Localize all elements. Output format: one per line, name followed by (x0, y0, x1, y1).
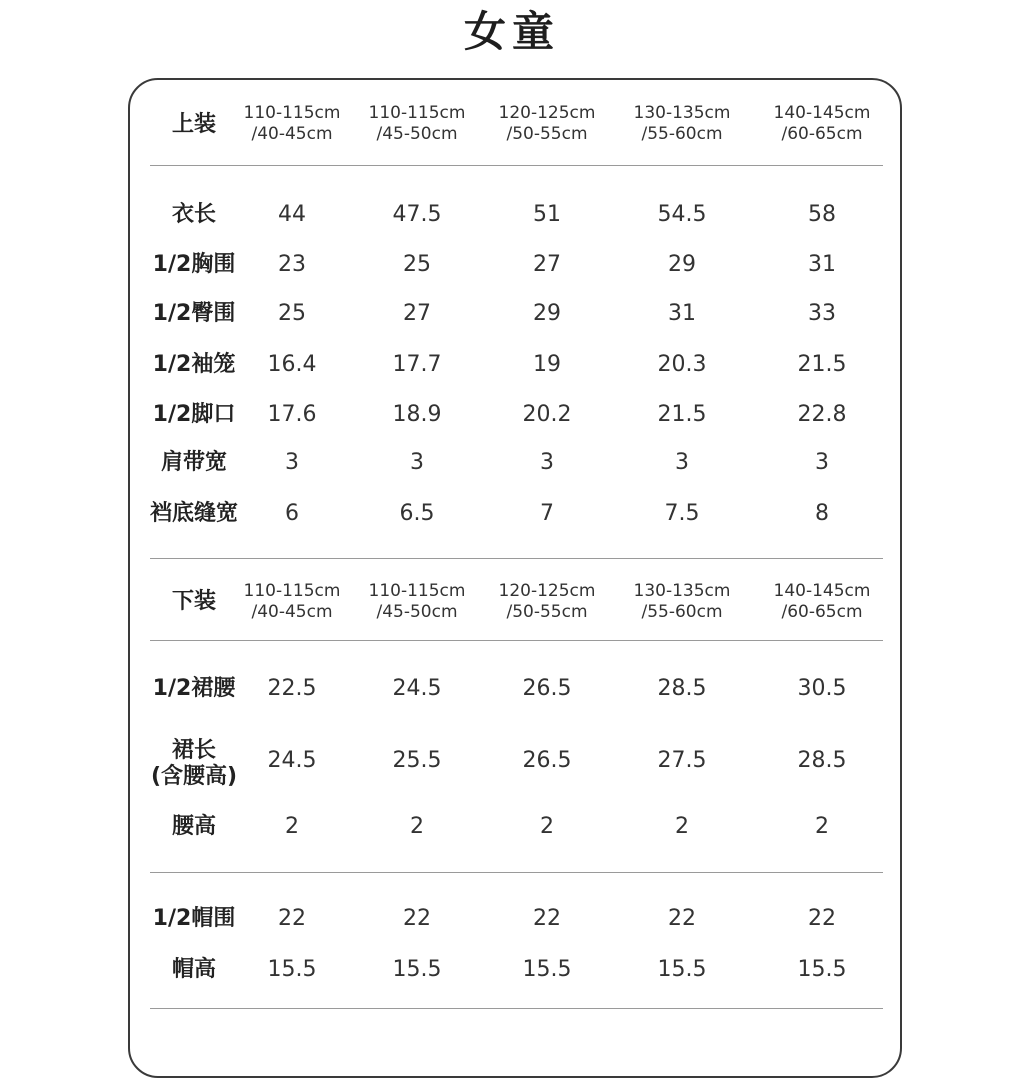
tops-value-cell: 29 (668, 252, 696, 277)
bottoms-value-cell: 2 (285, 814, 299, 839)
tops-value-cell: 20.3 (657, 352, 707, 377)
tops-value-cell: 29 (533, 301, 561, 326)
bottoms-value-cell: 27.5 (657, 748, 707, 773)
bottoms-value-cell: 24.5 (267, 748, 317, 773)
hat-value-cell: 22 (808, 906, 836, 931)
tops-section-label: 上装 (171, 112, 217, 137)
tops-value-cell: 7.5 (664, 501, 700, 526)
tops-value-cell: 33 (808, 301, 836, 326)
bottoms-size-header: 110-115cm /45-50cm (368, 581, 466, 622)
tops-value-cell: 18.9 (392, 402, 442, 427)
hat-bottom-divider (150, 1008, 883, 1009)
hat-value-cell: 15.5 (392, 957, 442, 982)
tops-value-cell: 25 (278, 301, 306, 326)
tops-value-cell: 21.5 (657, 402, 707, 427)
tops-row-label: 裆底缝宽 (149, 501, 239, 526)
tops-value-cell: 19 (533, 352, 561, 377)
tops-row-label: 1/2脚口 (152, 402, 236, 427)
bottoms-value-cell: 2 (815, 814, 829, 839)
tops-size-header: 110-115cm /45-50cm (368, 103, 466, 144)
tops-value-cell: 8 (815, 501, 829, 526)
bottoms-value-cell: 28.5 (797, 748, 847, 773)
tops-value-cell: 3 (410, 450, 424, 475)
tops-value-cell: 21.5 (797, 352, 847, 377)
tops-value-cell: 47.5 (392, 202, 442, 227)
bottoms-value-cell: 22.5 (267, 676, 317, 701)
bottoms-value-cell: 2 (540, 814, 554, 839)
tops-size-header: 140-145cm /60-65cm (773, 103, 871, 144)
hat-value-cell: 22 (668, 906, 696, 931)
tops-value-cell: 20.2 (522, 402, 572, 427)
tops-value-cell: 54.5 (657, 202, 707, 227)
tops-value-cell: 3 (540, 450, 554, 475)
hat-value-cell: 22 (403, 906, 431, 931)
page-title: 女童 (463, 7, 560, 56)
bottoms-value-cell: 30.5 (797, 676, 847, 701)
bottoms-value-cell: 24.5 (392, 676, 442, 701)
bottoms-value-cell: 25.5 (392, 748, 442, 773)
bottoms-value-cell: 26.5 (522, 676, 572, 701)
bottoms-section-label: 下装 (171, 589, 217, 614)
tops-value-cell: 7 (540, 501, 554, 526)
bottoms-size-header: 140-145cm /60-65cm (773, 581, 871, 622)
tops-value-cell: 27 (403, 301, 431, 326)
tops-value-cell: 6.5 (399, 501, 435, 526)
hat-row-label: 1/2帽围 (152, 906, 236, 931)
bottoms-row-label: 1/2裙腰 (152, 676, 236, 701)
tops-row-label: 1/2袖笼 (152, 352, 236, 377)
tops-value-cell: 51 (533, 202, 561, 227)
tops-value-cell: 25 (403, 252, 431, 277)
size-chart-card (128, 78, 902, 1078)
bottoms-size-header: 110-115cm /40-45cm (243, 581, 341, 622)
bottoms-row-label: 腰高 (171, 814, 217, 839)
tops-size-header: 110-115cm /40-45cm (243, 103, 341, 144)
tops-row-label: 衣长 (171, 202, 217, 227)
hat-value-cell: 15.5 (797, 957, 847, 982)
bottoms-bottom-divider (150, 872, 883, 873)
bottoms-value-cell: 2 (675, 814, 689, 839)
tops-value-cell: 31 (668, 301, 696, 326)
hat-value-cell: 22 (533, 906, 561, 931)
bottoms-value-cell: 28.5 (657, 676, 707, 701)
hat-value-cell: 22 (278, 906, 306, 931)
tops-size-header: 120-125cm /50-55cm (498, 103, 596, 144)
tops-size-header: 130-135cm /55-60cm (633, 103, 731, 144)
tops-value-cell: 17.7 (392, 352, 442, 377)
tops-header-divider (150, 165, 883, 166)
tops-value-cell: 3 (815, 450, 829, 475)
tops-value-cell: 6 (285, 501, 299, 526)
tops-row-label: 1/2胸围 (152, 252, 236, 277)
tops-value-cell: 22.8 (797, 402, 847, 427)
hat-value-cell: 15.5 (522, 957, 572, 982)
tops-value-cell: 44 (278, 202, 306, 227)
hat-row-label: 帽高 (171, 957, 217, 982)
tops-value-cell: 17.6 (267, 402, 317, 427)
bottoms-value-cell: 26.5 (522, 748, 572, 773)
bottoms-size-header: 130-135cm /55-60cm (633, 581, 731, 622)
hat-value-cell: 15.5 (267, 957, 317, 982)
tops-value-cell: 3 (285, 450, 299, 475)
bottoms-header-divider (150, 640, 883, 641)
bottoms-row-label: 裙长 (含腰高) (150, 738, 238, 789)
tops-value-cell: 58 (808, 202, 836, 227)
hat-value-cell: 15.5 (657, 957, 707, 982)
tops-value-cell: 31 (808, 252, 836, 277)
tops-value-cell: 3 (675, 450, 689, 475)
tops-value-cell: 16.4 (267, 352, 317, 377)
bottoms-value-cell: 2 (410, 814, 424, 839)
tops-row-label: 肩带宽 (160, 450, 228, 475)
tops-bottom-divider (150, 558, 883, 559)
tops-value-cell: 27 (533, 252, 561, 277)
bottoms-size-header: 120-125cm /50-55cm (498, 581, 596, 622)
tops-row-label: 1/2臀围 (152, 301, 236, 326)
tops-value-cell: 23 (278, 252, 306, 277)
